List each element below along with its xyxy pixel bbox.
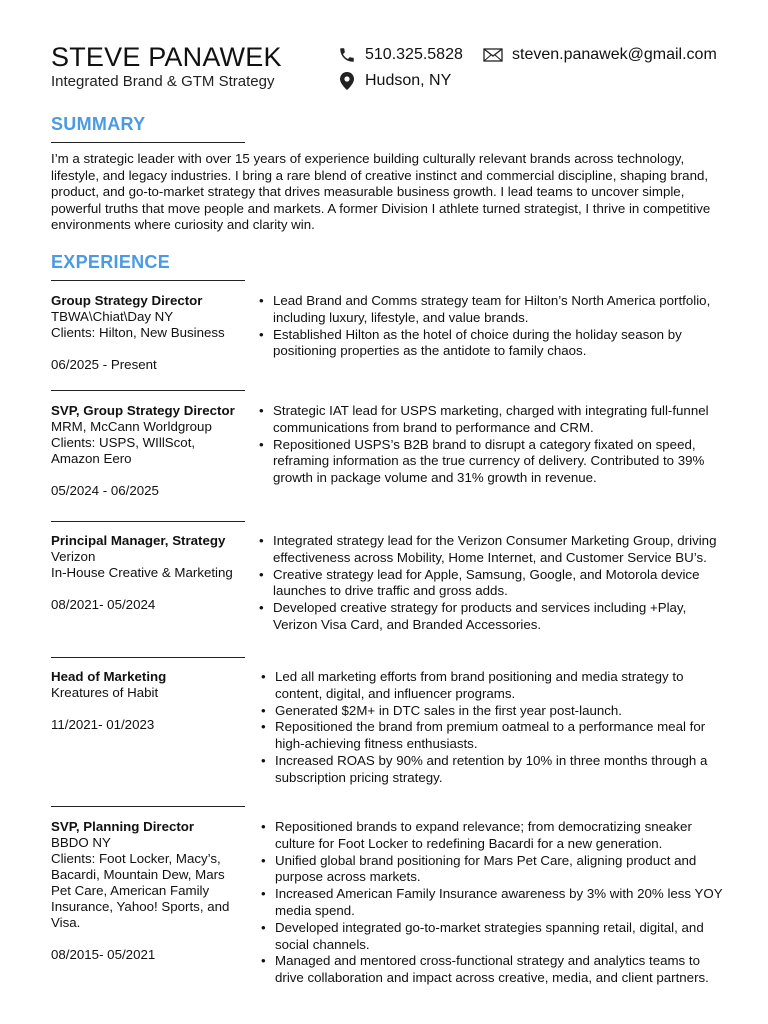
contact-location (338, 72, 451, 90)
job-bullet: • Repositioned the brand from premium oatmeal to a performance meal for high-achieving fitness enthusiasts. (261, 719, 731, 753)
job-title: Group Strategy Director (51, 293, 203, 308)
job-info (51, 293, 251, 373)
job-dates: 11/2021- 01/2023 (51, 717, 155, 732)
job-bullet: • Managed and mentored cross-functional strategy and analytics teams to drive collaboration and impact across creative, media, and client partners. (261, 953, 731, 987)
job-bullet: • Integrated strategy lead for the Verizon Consumer Marketing Group, driving effectiveness across Mobility, Home Internet, and Customer Service BU’s. (259, 533, 729, 567)
job-divider (51, 390, 245, 391)
job-company: BBDO NY (51, 835, 111, 850)
job-bullet: • Increased American Family Insurance awareness by 3% with 20% less YOY media spend. (261, 886, 731, 920)
job-bullet: • Lead Brand and Comms strategy team for Hilton’s North America portfolio, including luxury, lifestyle, and value brands. (259, 293, 729, 327)
job-title: Head of Marketing (51, 669, 167, 684)
contact-email (483, 46, 717, 64)
job-clients: Clients: USPS, WIllScot, Amazon Eero (51, 435, 196, 466)
job-bullet: • Developed creative strategy for products and services including +Play, Verizon Visa Card, and Branded Accessories. (259, 600, 729, 634)
job-bullet: • Developed integrated go-to-market strategies spanning retail, digital, and social channels. (261, 920, 731, 954)
job-divider (51, 657, 245, 658)
job-info (51, 533, 251, 613)
job-clients: Clients: Foot Locker, Macy’s, Bacardi, Mountain Dew, Mars Pet Care, American Family Insurance, Yahoo! Sports, and Visa. (51, 851, 230, 930)
job-divider (51, 280, 245, 281)
location-text: Hudson, NY (365, 72, 452, 89)
summary-text: I’m a strategic leader with over 15 years of experience building culturally relevant brands across technology, lifestyle, and legacy industries. I bring a rare blend of creative instinct and commercial discipline, shaping brand, product, and go-to-market strategy that drives measurable business growth. I lead teams to uncover simple, powerful truths that move people and markets. A former Division I athlete turned strategist, I thrive in competitive environments where curiosity and clarity win. (51, 151, 711, 232)
experience-heading: EXPERIENCE (51, 252, 171, 272)
contact-phone (338, 46, 463, 64)
job-company: TBWA\Chiat\Day NY (51, 309, 174, 324)
job-divider (51, 521, 245, 522)
job-bullet: • Repositioned brands to expand relevance; from democratizing sneaker culture for Foot Locker to redefining Bacardi for a new generation. (261, 819, 731, 853)
job-bullets (259, 293, 729, 360)
job-bullet: • Led all marketing efforts from brand positioning and media strategy to content, digital, and influencer programs. (261, 669, 731, 703)
job-clients: Clients: Hilton, New Business (51, 325, 225, 340)
job-info (51, 403, 243, 499)
job-bullets (259, 533, 729, 634)
job-company: Verizon (51, 549, 96, 564)
job-clients: In-House Creative & Marketing (51, 565, 233, 580)
job-dates: 08/2015- 05/2021 (51, 947, 156, 962)
job-bullet: • Unified global brand positioning for Mars Pet Care, aligning product and purpose across markets. (261, 853, 731, 887)
job-dates: 08/2021- 05/2024 (51, 597, 156, 612)
job-divider (51, 806, 245, 807)
job-bullet: • Creative strategy lead for Apple, Samsung, Google, and Motorola device launches to drive traffic and gross adds. (259, 567, 729, 601)
summary-heading: SUMMARY (51, 114, 146, 134)
job-dates: 06/2025 - Present (51, 357, 157, 372)
summary-divider (51, 142, 245, 143)
candidate-name: STEVE PANAWEK (51, 42, 282, 72)
job-dates: 05/2024 - 06/2025 (51, 483, 159, 498)
job-title: SVP, Planning Director (51, 819, 195, 834)
job-company: Kreatures of Habit (51, 685, 159, 700)
job-bullet: • Increased ROAS by 90% and retention by 10% in three months through a subscription pricing strategy. (261, 753, 731, 787)
job-bullet: • Repositioned USPS’s B2B brand to disrupt a category fixated on speed, reframing information as the true currency of delivery. Contributed to 39% growth in package volume and 31% growth in revenue. (259, 437, 729, 487)
job-bullets (261, 669, 731, 787)
job-title: Principal Manager, Strategy (51, 533, 226, 548)
job-info (51, 669, 251, 733)
candidate-tagline: Integrated Brand & GTM Strategy (51, 73, 275, 90)
job-title: SVP, Group Strategy Director (51, 403, 235, 418)
job-bullet: • Established Hilton as the hotel of choice during the holiday season by positioning properties as the antidote to family chaos. (259, 327, 729, 361)
job-bullet: • Strategic IAT lead for USPS marketing, charged with integrating full-funnel communications from brand to performance and CRM. (259, 403, 729, 437)
job-bullets (259, 403, 729, 487)
email-address: steven.panawek@gmail.com (512, 46, 717, 63)
job-bullets (261, 819, 731, 987)
envelope-icon (483, 47, 503, 63)
map-pin-icon (340, 72, 354, 90)
phone-number: 510.325.5828 (365, 46, 463, 63)
job-company: MRM, McCann Worldgroup (51, 419, 212, 434)
job-info (51, 819, 247, 963)
phone-icon (338, 46, 356, 64)
job-bullet: • Generated $2M+ in DTC sales in the first year post-launch. (261, 703, 731, 720)
